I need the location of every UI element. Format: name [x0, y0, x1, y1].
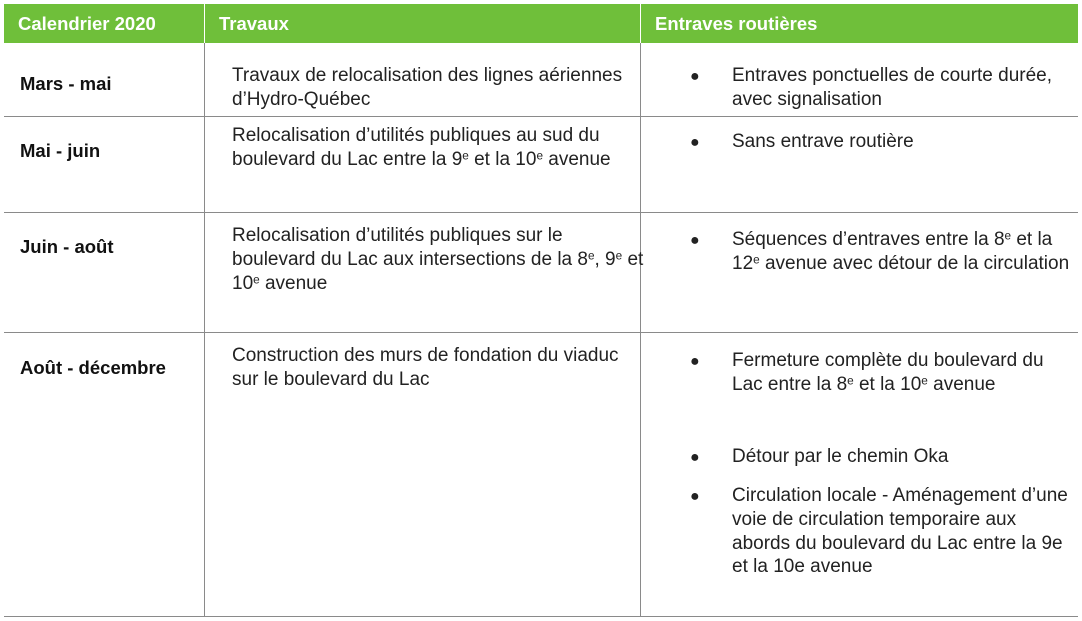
entrave-item: Entraves ponctuelles de courte durée, avec signalisation [732, 65, 1053, 110]
header-divider [640, 4, 641, 43]
header-entraves [641, 4, 1078, 43]
entrave-item: Circulation locale - Aménagement d’une voie de circulation temporaire aux abords du boulevard du Lac entre la 9e et la 10e avenue [732, 485, 1068, 578]
header-travaux-label: Travaux [219, 13, 289, 34]
period-cell: Mars - mai [20, 73, 112, 94]
bullet-icon: ● [690, 353, 700, 370]
period-cell: Mai - juin [20, 140, 101, 161]
bullet-icon: ● [690, 134, 700, 151]
entrave-item: Détour par le chemin Oka [732, 446, 949, 467]
header-calendrier [4, 4, 204, 43]
entrave-item: Fermeture complète du boulevard du Lac entre la 8e et la 10e avenue [732, 350, 1044, 395]
header-divider [204, 4, 205, 43]
header-travaux [205, 4, 640, 43]
period-cell: Juin - août [20, 236, 114, 257]
travaux-cell: Construction des murs de fondation du viaduc sur le boulevard du Lac [232, 345, 619, 390]
bullet-icon: ● [690, 449, 700, 466]
travaux-cell: Relocalisation d’utilités publiques au sud du boulevard du Lac entre la 9e et la 10e avenue [232, 125, 611, 170]
entrave-item: Séquences d’entraves entre la 8e et la 12e avenue avec détour de la circulation [732, 229, 1070, 274]
bullet-icon: ● [690, 68, 700, 85]
row-divider [4, 212, 1078, 213]
travaux-cell: Travaux de relocalisation des lignes aériennes d’Hydro-Québec [232, 65, 623, 110]
column-divider [204, 43, 205, 617]
row-divider [4, 332, 1078, 333]
travaux-cell: Relocalisation d’utilités publiques sur le boulevard du Lac aux intersections de la 8e, 9e et 10e avenue [232, 225, 644, 294]
bullet-icon: ● [690, 488, 700, 505]
bullet-icon: ● [690, 232, 700, 249]
period-cell: Août - décembre [20, 357, 166, 378]
entrave-item: Sans entrave routière [732, 131, 914, 152]
row-divider [4, 616, 1078, 617]
header-calendrier-label: Calendrier 2020 [18, 13, 156, 34]
header-entraves-label: Entraves routières [655, 13, 818, 34]
schedule-table [4, 4, 1078, 617]
row-divider [4, 116, 1078, 117]
